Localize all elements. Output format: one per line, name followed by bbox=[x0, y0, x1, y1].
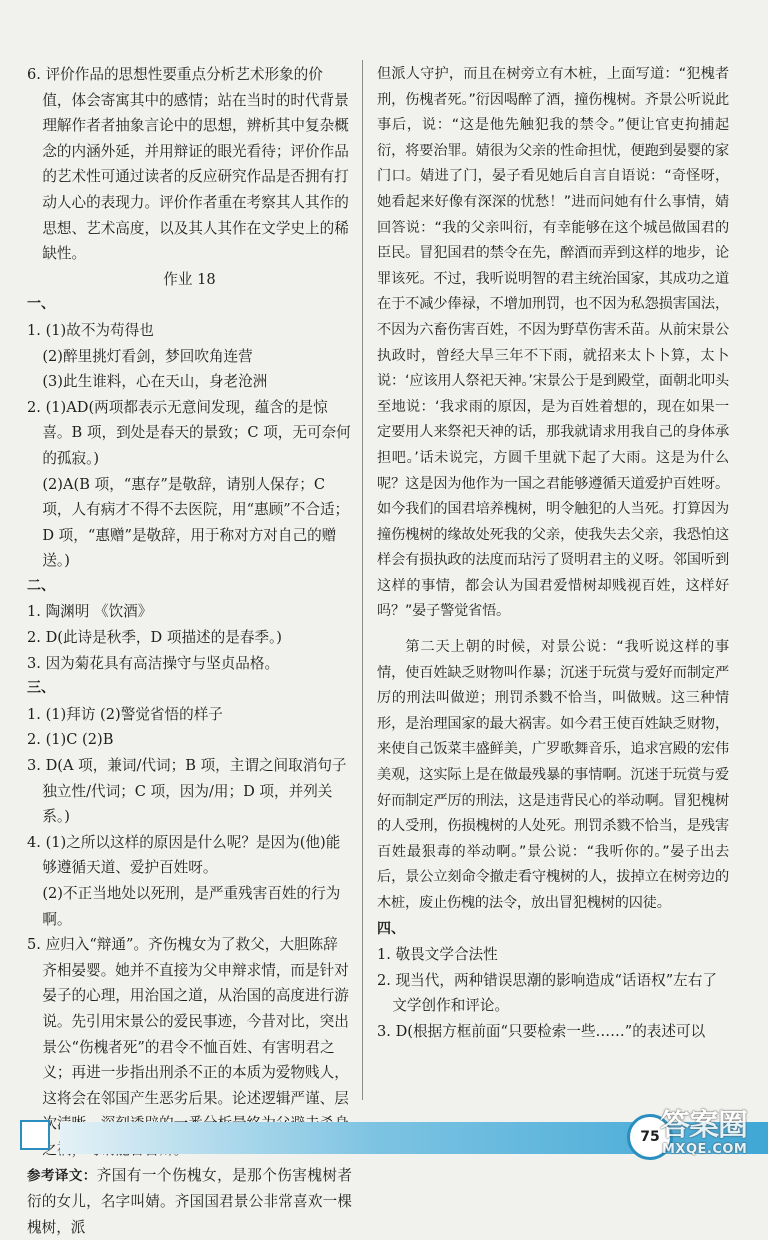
section-3-answer-3: 3. D(A 项，兼词/代词；B 项，主谓之间取消句子独立性/代词；C 项，因为/用；D 项，并列关系。) bbox=[27, 757, 347, 826]
section-4-answer-3: 3. D(根据方框前面“只要检索一些……”的表述可以 bbox=[377, 1022, 706, 1040]
watermark-logo bbox=[660, 1100, 768, 1166]
homework-title: 作业 18 bbox=[163, 270, 216, 288]
answer-1-1: 1. (1)故不为苟得也 bbox=[27, 321, 154, 339]
reference-text-start: 齐国有一个伤槐女，是那个伤害槐树者衍的女儿，名字叫婧。齐国国君景公非常喜欢一棵槐树，派 bbox=[27, 1166, 353, 1236]
section-4-answer-2: 2. 现当代，两种错误思潮的影响造成“话语权”左右了文学创作和评论。 bbox=[377, 971, 717, 1015]
left-column bbox=[27, 62, 352, 1240]
section-1-heading: 一、 bbox=[27, 296, 55, 313]
section-2-answer-1: 1. 陶渊明 《饮酒》 bbox=[27, 603, 153, 621]
section-2-answer-3: 3. 因为菊花具有高洁操守与坚贞品格。 bbox=[27, 654, 280, 672]
section-4-heading: 四、 bbox=[377, 920, 405, 937]
answer-1-3: (3)此生谁料，心在天山，身老沧洲 bbox=[42, 373, 268, 391]
checkbox-square bbox=[20, 1120, 50, 1150]
watermark-text: 答案圈 bbox=[660, 1108, 747, 1143]
reference-translation bbox=[27, 1163, 352, 1240]
watermark-url: MXQE.COM bbox=[662, 1142, 748, 1157]
section-3-answer-5: 5. 应归入“辩通”。齐伤槐女为了救父，大胆陈辞齐相晏婴。她并不直接为父申辩求情，而是针对晏子的心理，用治国之道，从治国的高度进行游说。先引用宋景公的爱民事迹，今昔对比，突出景公“伤槐者死”的君令不恤百姓、有害明君之义；再进一步指出刑杀不正的本质为爱物贱人，这将会在邻国产生恶劣后果。论述逻辑严谨、层次清 bbox=[27, 936, 349, 1133]
answer-2-2: (2)A(B 项，“惠存”是敬辞，请别人保存；C 项，人有病才不得不去医院，用“惠顾”不合适；D 项，“惠赠”是敬辞，用于称对方对自己的赠送。) bbox=[42, 475, 350, 570]
page-number: 75 bbox=[627, 1114, 673, 1160]
column-divider bbox=[362, 60, 363, 1100]
answer-2-1: 2. (1)AD(两项都表示无意间发现，蕴含的是惊喜。B 项，到处是春天的景致；C 项，无可奈何的孤寂。) bbox=[27, 398, 351, 467]
section-4-answer-1: 1. 敬畏文学合法性 bbox=[377, 946, 498, 964]
page-footer bbox=[0, 1110, 768, 1169]
section-2-heading: 二、 bbox=[27, 577, 55, 594]
section-2-answer-2: 2. D(此诗是秋季，D 项描述的是春季。) bbox=[27, 629, 283, 647]
section-3-answer-4a: 4. (1)之所以这样的原因是什么呢？是因为(他)能够遵循天道、爱护百姓呀。 bbox=[27, 833, 341, 877]
section-3-answer-2: 2. (1)C (2)B bbox=[27, 731, 114, 749]
answer-6: 6. 评价作品的思想性要重点分析艺术形象的价值，体会寄寓其中的感情；站在当时的时代背景理解作者者抽象言论中的思想，辨析其中复杂概念的内涵外延，并用辩证的眼光看待；评价作品的艺术性可通过读者的反应研究作品是否拥有打动人心的表现力。评价作者重在考察其人其作的思想、艺术高度，以及其人其作在文学史上的稀缺性。 bbox=[27, 66, 349, 263]
section-3-answer-1: 1. (1)拜访 (2)警觉省悟的样子 bbox=[27, 705, 223, 723]
translation-paragraph-2: 第二天上朝的时候，对景公说：“我听说这样的事情，使百姓缺乏财物叫作暴；沉迷于玩赏与爱好而制定严厉的刑法叫做逆；刑罚杀戮不恰当，叫做贼。这三种情形，是治理国家的最大祸害。如今君王使百姓缺乏财物，来使自己饭菜丰盛鲜美，广罗歌舞音乐，追求宫殿的宏伟美观，这实际上是在做最残暴的事情啊。沉迷于玩赏与爱好而制定严厉的刑法，这是违背民心的举动啊。冒犯槐树的人受刑，伤损槐树的人处死。刑罚杀戮不恰当，是残害百姓最狠毒的举动啊。”景公说：“我听你的。”晏子出去后，景公立刻命令撤走看守槐树的人，拔掉立在树旁边的木桩，废止伤槐的法令，放出冒犯槐树的囚徒。 bbox=[377, 639, 729, 911]
translation-paragraph-1: 但派人守护，而且在树旁立有木桩，上面写道：“犯槐者刑，伤槐者死。”衍因喝醉了酒，撞伤槐树。齐景公听说此事后，说：“这是他先触犯我的禁令。”便让官吏拘捕起衍，将要治罪。婧很为父亲的性命担忧，便跑到晏婴的家门口。婧进了门，晏子看见她后自言自语说：“奇怪呀，她看起来好像有深深的忧愁！”进而问她有什么事情，婧回答说：“我的父亲叫衍，有幸能够在这个城邑做国君的臣民。冒犯国君的禁令在先，醉酒而弄到这样的地步，论罪该死。不过，我听说明智的君主统治国家，其成功之道在于不减少俸禄，不增加刑罚，也不因为私怨损害国法，不因为六畜伤害百姓，不因为野草伤害禾苗。从前宋景公执政时，曾经大旱三年不下雨，就招来太卜卜算，太卜说：‘应该用人祭祀天神。’宋景公于是到殿堂，面朝北叩头至地说：‘我求雨的原因，是为百姓着想的，现在如果一定要用人来祭祀天神的话，那我就请求用我自己的身体承担吧。’话未说完，方圆千里就下起了大雨。这是为什么呢？这是因为他作为一国之君能够遵循天道爱护百姓呀。如今我们的国君培养槐树，明令触犯的人当死。打算因为撞伤槐树的缘故处死我的父亲，使我失去父亲，我恐怕这样会有损执政的法度而玷污了贤明君主的义呀。邻国听到这样的事情，都会认为国君爱惜树却贱视百姓，这样好吗？”晏子警觉省悟。 bbox=[377, 66, 729, 620]
section-3-heading: 三、 bbox=[27, 680, 55, 697]
right-column bbox=[377, 62, 729, 1045]
section-3-answer-4b: (2)不正当地处以死刑，是严重残害百姓的行为啊。 bbox=[42, 885, 341, 928]
reference-label: 参考译文： bbox=[27, 1167, 97, 1184]
paragraph-gap bbox=[377, 625, 729, 635]
answer-1-2: (2)醉里挑灯看剑，梦回吹角连营 bbox=[42, 347, 253, 365]
